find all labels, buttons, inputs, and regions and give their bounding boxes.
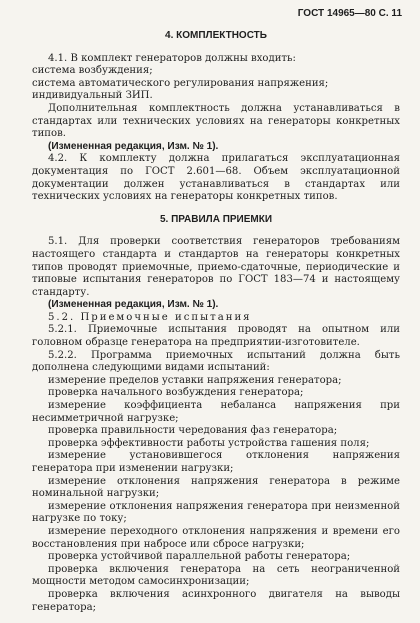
list-item: измерение коэффициента небаланса напряжения при несимметричной нагрузке; bbox=[32, 400, 400, 424]
list-item: измерение переходного отклонения напряжения и времени его восстановления при набросе или сбросе нагрузки; bbox=[32, 525, 400, 550]
clause-5-1: 5.1. Для проверки соответствия генераторов требованиям настоящего стандарта и стандартов на генераторы конкретных типов проводят приемочные, приемо-сдаточные, периодические и типовые испытания генераторов по ГОСТ 183—74 и настоящему стандарту. bbox=[32, 236, 400, 298]
list-item: измерение отклонения напряжения генератора при неизменной нагрузке по току; bbox=[32, 500, 400, 525]
clause-4-1: 4.1. В комплект генераторов должны входить: bbox=[48, 52, 296, 64]
list-item: проверка включения асинхронного двигателя на выводы генератора; bbox=[32, 588, 400, 613]
list-item: измерение отклонения напряжения генератора в режиме номинальной нагрузки; bbox=[32, 475, 400, 500]
list-item: индивидуальный ЗИП. bbox=[32, 90, 153, 102]
edit-note: (Измененная редакция, Изм. № 1). bbox=[48, 140, 219, 152]
list-item: проверка устойчивой параллельной работы генератора; bbox=[48, 551, 351, 563]
clause-5-2-2: 5.2.2. Программа приемочных испытаний должна быть дополнена следующими видами испытаний: bbox=[32, 349, 400, 374]
list-item: проверка начального возбуждения генератора; bbox=[48, 387, 304, 399]
subheading-5-2: 5.2. Приемочные испытания bbox=[48, 311, 252, 323]
clause-5-2-1: 5.2.1. Приемочные испытания проводят на опытном или головном образце генератора на предприятии-изготовителе. bbox=[32, 324, 400, 349]
list-item: система автоматического регулирования напряжения; bbox=[32, 77, 329, 89]
list-item: система возбуждения; bbox=[32, 65, 153, 77]
list-item: измерение установившегося отклонения напряжения генератора при изменении нагрузки; bbox=[32, 450, 400, 474]
section-4-title: 4. КОМПЛЕКТНОСТЬ bbox=[165, 30, 267, 41]
list-item: проверка включения генератора на сеть неограниченной мощности методом самосинхронизации; bbox=[32, 563, 400, 588]
list-item: проверка эффективности работы устройства гашения поля; bbox=[48, 437, 370, 449]
section-5-title: 5. ПРАВИЛА ПРИЕМКИ bbox=[159, 213, 273, 225]
edit-note: (Измененная редакция, Изм. № 1). bbox=[48, 299, 219, 311]
page-header: ГОСТ 14965—80 С. 11 bbox=[297, 8, 402, 19]
list-item: измерение пределов уставки напряжения генератора; bbox=[48, 374, 342, 386]
clause-4-2: 4.2. К комплекту должна прилагаться эксплуатационная документация по ГОСТ 2.601—68. Объем эксплуатационной документации должен устанавливаться в стандартах или технических условиях на генераторы конкретных типов. bbox=[32, 153, 400, 203]
list-item: проверка правильности чередования фаз генератора; bbox=[48, 425, 338, 437]
paragraph: Дополнительная комплектность должна устанавливаться в стандартах или технических условиях на генераторы конкретных типов. bbox=[32, 102, 400, 140]
